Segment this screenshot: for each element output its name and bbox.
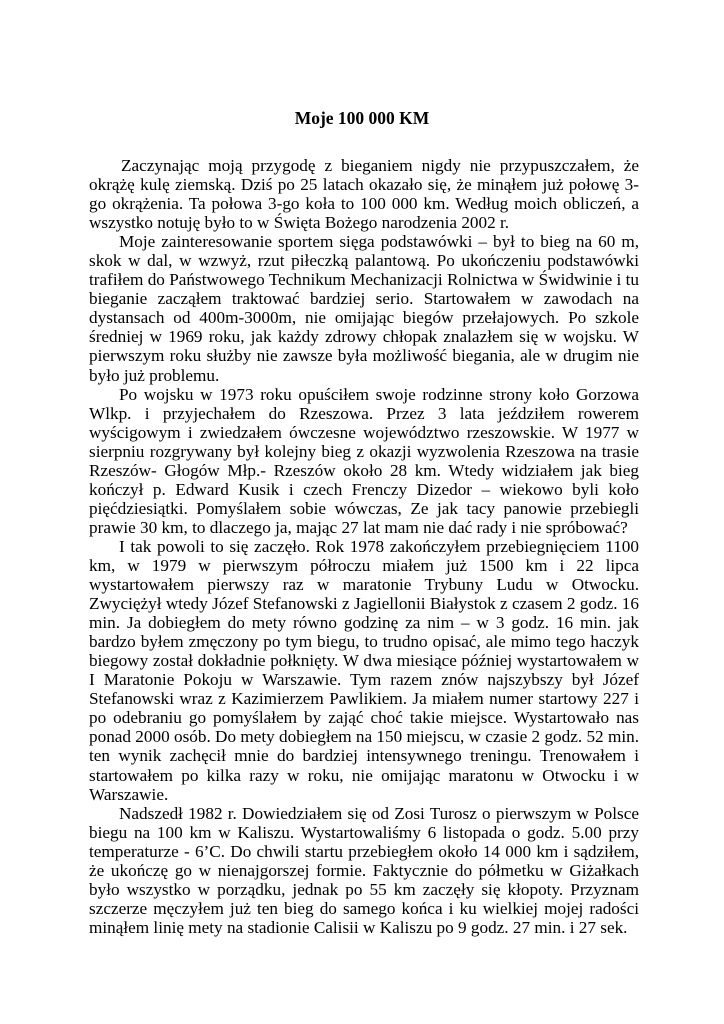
document-title: Moje 100 000 KM (294, 108, 430, 128)
paragraph: I tak powoli to się zaczęło. Rok 1978 zakończyłem przebiegnięciem 1100 km, w 1979 w pierwszym półroczu miałem już 1500 km i 22 lipca wystartowałem pierwszy raz w maratonie Trybuny Ludu w Otwocku. Zwyciężył wtedy Józef Stefanowski z Jagiellonii Białystok z czasem 2 godz. 16 min. Ja dobiegłem do mety równo godzinę za nim – w 3 godz. 16 min. jak bardzo byłem zmęczony po tym biegu, to trudno opisać, ale mimo tego haczyk biegowy został dokładnie połknięty. W dwa miesiące później wystartowałem w I Maratonie Pokoju w Warszawie. Tym razem znów najszybszy był Józef Stefanowski wraz z Kazimierzem Pawlikiem. Ja miałem numer startowy 227 i po odebraniu go pomyślałem by zająć choć takie miejsce. Wystartowało nas ponad 2000 osób. Do mety dobiegłem na 150 miejscu, w czasie 2 godz. 52 min. ten wynik zachęcił mnie do bardziej intensywnego treningu. Trenowałem i startowałem po kilka razy w roku, nie omijając maratonu w Otwocku i w Warszawie. (89, 536, 639, 804)
paragraph: Zaczynając moją przygodę z bieganiem nigdy nie przypuszczałem, że okrążę kulę ziemską. Dziś po 25 latach okazało się, że minąłem już połowę 3-go okrążenia. Ta połowa 3-go koła to 100 000 km. Według moich obliczeń, a wszystko notuję było to w Święta Bożego narodzenia 2002 r. (89, 156, 639, 233)
document-body (89, 156, 639, 937)
paragraph: Po wojsku w 1973 roku opuściłem swoje rodzinne strony koło Gorzowa Wlkp. i przyjechałem do Rzeszowa. Przez 3 lata jeździłem rowerem wyścigowym i zwiedzałem ówczesne województwo rzeszowskie. W 1977 w sierpniu rozgrywany był kolejny bieg z okazji wyzwolenia Rzeszowa na trasie Rzeszów- Głogów Młp.- Rzeszów około 28 km. Wtedy widziałem jak bieg kończył p. Edward Kusik i czech Frenczy Dizedor – wiekowo byli koło pięćdziesiątki. Pomyślałem sobie wówczas, Ze jak tacy panowie przebiegli prawie 30 km, to dlaczego ja, mając 27 lat mam nie dać rady i nie spróbować? (89, 384, 639, 537)
paragraph: Moje zainteresowanie sportem sięga podstawówki – był to bieg na 60 m, skok w dal, w wzwyż, rzut piłeczką palantową. Po ukończeniu podstawówki trafiłem do Państwowego Technikum Mechanizacji Rolnictwa w Świdwinie i tu bieganie zacząłem traktować bardziej serio. Startowałem w zawodach na dystansach od 400m-3000m, nie omijając biegów przełajowych. Po szkole średniej w 1969 roku, jak każdy zdrowy chłopak znalazłem się w wojsku. W pierwszym roku służby nie zawsze była możliwość biegania, ale w drugim nie było już problemu. (89, 232, 639, 385)
paragraph: Nadszedł 1982 r. Dowiedziałem się od Zosi Turosz o pierwszym w Polsce biegu na 100 km w Kaliszu. Wystartowaliśmy 6 listopada o godz. 5.00 przy temperaturze - 6’C. Do chwili startu przebiegłem około 14 000 km i sądziłem, że ukończę go w nienajgorszej formie. Faktycznie do półmetku w Giżałkach było wszystko w porządku, jednak po 55 km zaczęły się kłopoty. Przyznam szczerze męczyłem już ten bieg do samego końca i ku wielkiej mojej radości minąłem linię mety na stadionie Calisii w Kaliszu po 9 godz. 27 min. i 27 sek. (89, 803, 639, 937)
